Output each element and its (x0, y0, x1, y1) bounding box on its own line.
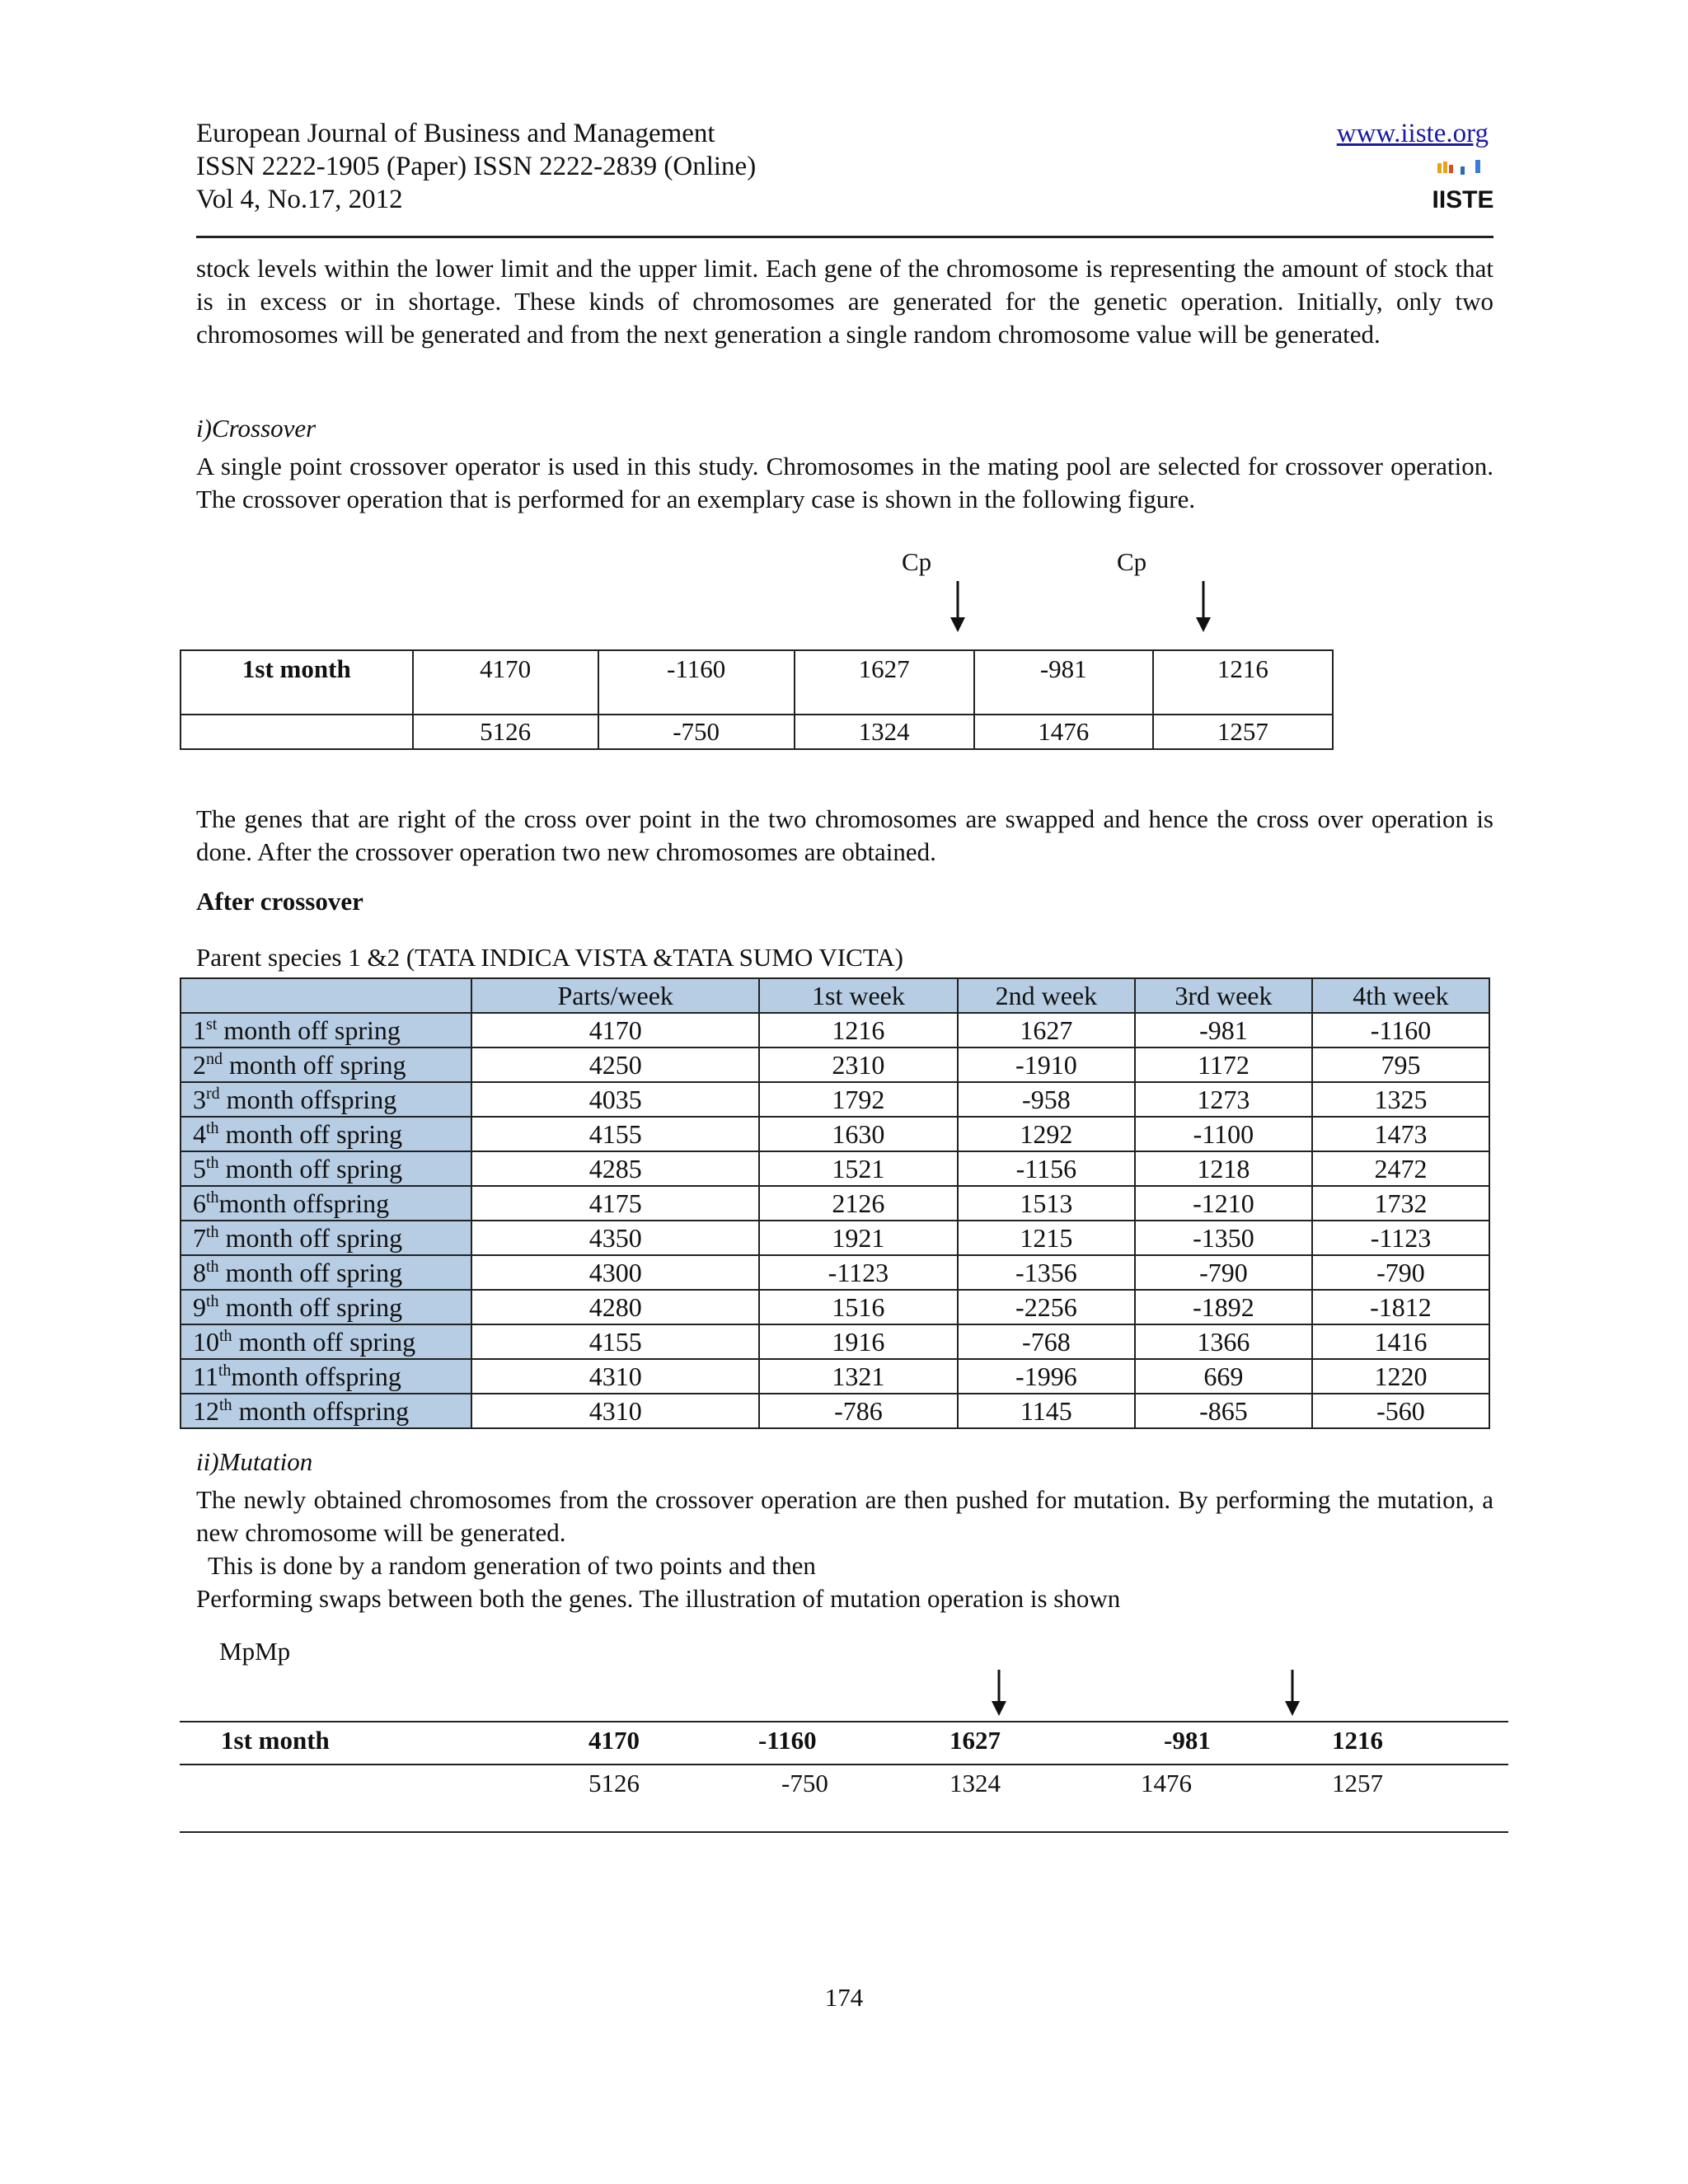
offspring-row-label: 3rd month offspring (181, 1082, 471, 1117)
mutation-point-arrow-1 (989, 1670, 1009, 1718)
offspring-cell: 1516 (759, 1290, 958, 1324)
journal-title: European Journal of Business and Management (196, 119, 715, 148)
offspring-cell: -958 (958, 1082, 1135, 1117)
offspring-row-label: 4th month off spring (181, 1117, 471, 1151)
offspring-row (181, 1255, 1489, 1290)
offspring-header-cell: 2nd week (958, 978, 1135, 1013)
mutation-cell: 1257 (1332, 1769, 1383, 1797)
offspring-row (181, 1013, 1489, 1047)
cp-label-1: Cp (902, 547, 932, 576)
offspring-cell: -786 (759, 1394, 958, 1428)
mutation-heading: ii)Mutation (196, 1447, 313, 1476)
iiste-logo (1432, 160, 1494, 213)
offspring-row (181, 1359, 1489, 1394)
offspring-row (181, 1290, 1489, 1324)
crossover-text: A single point crossover operator is used in this study. Chromosomes in the mating pool are selected for crossover operation. The crossover operation that is performed for an exemplary case is shown in the following figure. (196, 452, 1493, 513)
volume-line: Vol 4, No.17, 2012 (196, 185, 403, 214)
crossover-cell: -981 (974, 650, 1153, 715)
offspring-cell: 1366 (1135, 1324, 1312, 1359)
after-crossover-heading: After crossover (196, 887, 363, 916)
offspring-cell: 1473 (1312, 1117, 1489, 1151)
offspring-cell: 1321 (759, 1359, 958, 1394)
offspring-cell: 4155 (471, 1324, 759, 1359)
offspring-cell: -981 (1135, 1013, 1312, 1047)
crossover-cell: 1476 (974, 715, 1153, 749)
offspring-row-label: 9th month off spring (181, 1290, 471, 1324)
offspring-row (181, 1117, 1489, 1151)
offspring-cell: -1910 (958, 1047, 1135, 1082)
offspring-header-cell: 4th week (1312, 978, 1489, 1013)
offspring-header-row (181, 978, 1489, 1013)
after-crossover-text: The genes that are right of the cross over point in the two chromosomes are swapped and hence the cross over operation is done. After the crossover operation two new chromosomes are obtained. (196, 804, 1493, 866)
offspring-cell: 4300 (471, 1255, 759, 1290)
offspring-cell: 1732 (1312, 1186, 1489, 1221)
mutation-cell: 5126 (588, 1769, 640, 1797)
crossover-point-arrow-2 (1193, 581, 1213, 634)
website-link[interactable]: www.iiste.org (1336, 119, 1489, 148)
offspring-row-label: 1st month off spring (181, 1013, 471, 1047)
offspring-row (181, 1082, 1489, 1117)
mutation-table-top-rule (180, 1721, 1508, 1722)
mutation-cell: 1216 (1332, 1726, 1383, 1755)
mutation-cell: 1627 (950, 1726, 1001, 1755)
offspring-cell: 4175 (471, 1186, 759, 1221)
offspring-header-cell: 1st week (759, 978, 958, 1013)
offspring-cell: 1172 (1135, 1047, 1312, 1082)
offspring-cell: 1145 (958, 1394, 1135, 1428)
mutation-cell: -750 (781, 1769, 828, 1797)
offspring-cell: 4310 (471, 1394, 759, 1428)
offspring-cell: 1216 (759, 1013, 958, 1047)
offspring-row-label: 5th month off spring (181, 1151, 471, 1186)
offspring-cell: -768 (958, 1324, 1135, 1359)
issn-line: ISSN 2222-1905 (Paper) ISSN 2222-2839 (Online) (196, 152, 757, 181)
offspring-header-cell: Parts/week (471, 978, 759, 1013)
mutation-point-arrow-2 (1282, 1670, 1302, 1718)
offspring-cell: 4285 (471, 1151, 759, 1186)
offspring-cell: -790 (1312, 1255, 1489, 1290)
offspring-cell: 4155 (471, 1117, 759, 1151)
offspring-row-label: 8th month off spring (181, 1255, 471, 1290)
crossover-cell: 1627 (795, 650, 974, 715)
crossover-row-label: 1st month (181, 650, 413, 715)
offspring-row-label: 7th month off spring (181, 1221, 471, 1255)
offspring-row-label: 2nd month off spring (181, 1047, 471, 1082)
mutation-text-3: Performing swaps between both the genes. The illustration of mutation operation is shown (196, 1584, 1121, 1613)
offspring-cell: 1513 (958, 1186, 1135, 1221)
offspring-cell: -2256 (958, 1290, 1135, 1324)
offspring-cell: -560 (1312, 1394, 1489, 1428)
logo-text: IISTE (1432, 186, 1494, 213)
offspring-table (180, 977, 1490, 1429)
offspring-cell: 1218 (1135, 1151, 1312, 1186)
offspring-cell: -1160 (1312, 1013, 1489, 1047)
crossover-cell: -1160 (598, 650, 795, 715)
offspring-cell: 1273 (1135, 1082, 1312, 1117)
offspring-cell: 1215 (958, 1221, 1135, 1255)
offspring-cell: 4035 (471, 1082, 759, 1117)
mutation-row-label: 1st month (221, 1726, 330, 1755)
crossover-row-label (181, 715, 413, 749)
crossover-cell: 1257 (1153, 715, 1333, 749)
offspring-cell: -1156 (958, 1151, 1135, 1186)
iiste-logo-icon (1432, 160, 1494, 213)
offspring-cell: -1123 (759, 1255, 958, 1290)
mutation-point-label: MpMp (219, 1637, 291, 1666)
offspring-cell: 669 (1135, 1359, 1312, 1394)
offspring-header-cell: 3rd week (1135, 978, 1312, 1013)
offspring-cell: 4280 (471, 1290, 759, 1324)
crossover-cell: 4170 (413, 650, 598, 715)
mutation-cell: 4170 (588, 1726, 640, 1755)
offspring-row-label: 12th month offspring (181, 1394, 471, 1428)
offspring-cell: 2126 (759, 1186, 958, 1221)
offspring-cell: -1210 (1135, 1186, 1312, 1221)
crossover-heading: i)Crossover (196, 414, 316, 443)
offspring-row (181, 1047, 1489, 1082)
offspring-cell: 4350 (471, 1221, 759, 1255)
mutation-cell: 1476 (1141, 1769, 1192, 1797)
offspring-cell: -1996 (958, 1359, 1135, 1394)
crossover-cell: -750 (598, 715, 795, 749)
mutation-table-bottom-rule (180, 1831, 1508, 1833)
offspring-cell: 1416 (1312, 1324, 1489, 1359)
offspring-row (181, 1221, 1489, 1255)
offspring-row-label: 6thmonth offspring (181, 1186, 471, 1221)
offspring-corner-cell (181, 978, 471, 1013)
offspring-cell: -1356 (958, 1255, 1135, 1290)
mutation-row-2 (0, 1769, 1688, 1802)
offspring-cell: 2310 (759, 1047, 958, 1082)
offspring-cell: -1123 (1312, 1221, 1489, 1255)
offspring-row (181, 1186, 1489, 1221)
crossover-cell: 5126 (413, 715, 598, 749)
offspring-cell: 1521 (759, 1151, 958, 1186)
offspring-cell: -790 (1135, 1255, 1312, 1290)
page-number: 174 (824, 1983, 864, 2012)
offspring-cell: 1630 (759, 1117, 958, 1151)
offspring-cell: 2472 (1312, 1151, 1489, 1186)
offspring-cell: 1292 (958, 1117, 1135, 1151)
mutation-table-mid-rule (180, 1764, 1508, 1765)
crossover-cell: 1324 (795, 715, 974, 749)
crossover-row-2 (181, 715, 1333, 749)
offspring-cell: 1792 (759, 1082, 958, 1117)
offspring-cell: -1892 (1135, 1290, 1312, 1324)
offspring-cell: 1325 (1312, 1082, 1489, 1117)
mutation-cell: -1160 (758, 1726, 817, 1755)
offspring-cell: 795 (1312, 1047, 1489, 1082)
offspring-cell: 1916 (759, 1324, 958, 1359)
cp-label-2: Cp (1117, 547, 1147, 576)
offspring-row (181, 1394, 1489, 1428)
offspring-cell: -1350 (1135, 1221, 1312, 1255)
crossover-point-arrow-1 (948, 581, 968, 634)
mutation-text-2: This is done by a random generation of two points and then (208, 1551, 816, 1580)
crossover-row-1 (181, 650, 1333, 715)
offspring-row-label: 11thmonth offspring (181, 1359, 471, 1394)
mutation-cell: -981 (1164, 1726, 1211, 1755)
offspring-row (181, 1151, 1489, 1186)
mutation-row-1 (0, 1726, 1688, 1759)
crossover-cell: 1216 (1153, 650, 1333, 715)
offspring-cell: 1921 (759, 1221, 958, 1255)
mutation-cell: 1324 (950, 1769, 1001, 1797)
mutation-text-1: The newly obtained chromosomes from the crossover operation are then pushed for mutation. By performing the mutation, a new chromosome will be generated. (196, 1485, 1493, 1547)
offspring-cell: 1220 (1312, 1359, 1489, 1394)
header-rule (196, 236, 1493, 238)
offspring-row-label: 10th month off spring (181, 1324, 471, 1359)
offspring-cell: 1627 (958, 1013, 1135, 1047)
offspring-cell: 4170 (471, 1013, 759, 1047)
offspring-cell: -865 (1135, 1394, 1312, 1428)
offspring-cell: -1100 (1135, 1117, 1312, 1151)
crossover-table (180, 649, 1334, 750)
offspring-cell: -1812 (1312, 1290, 1489, 1324)
offspring-cell: 4250 (471, 1047, 759, 1082)
offspring-cell: 4310 (471, 1359, 759, 1394)
parent-species-caption: Parent species 1 &2 (TATA INDICA VISTA &TATA SUMO VICTA) (196, 943, 903, 972)
offspring-row (181, 1324, 1489, 1359)
intro-paragraph: stock levels within the lower limit and the upper limit. Each gene of the chromosome is representing the amount of stock that is in excess or in shortage. These kinds of chromosomes are generated for the genetic operation. Initially, only two chromosomes will be generated and from the next generation a single random chromosome value will be generated. (196, 254, 1493, 349)
